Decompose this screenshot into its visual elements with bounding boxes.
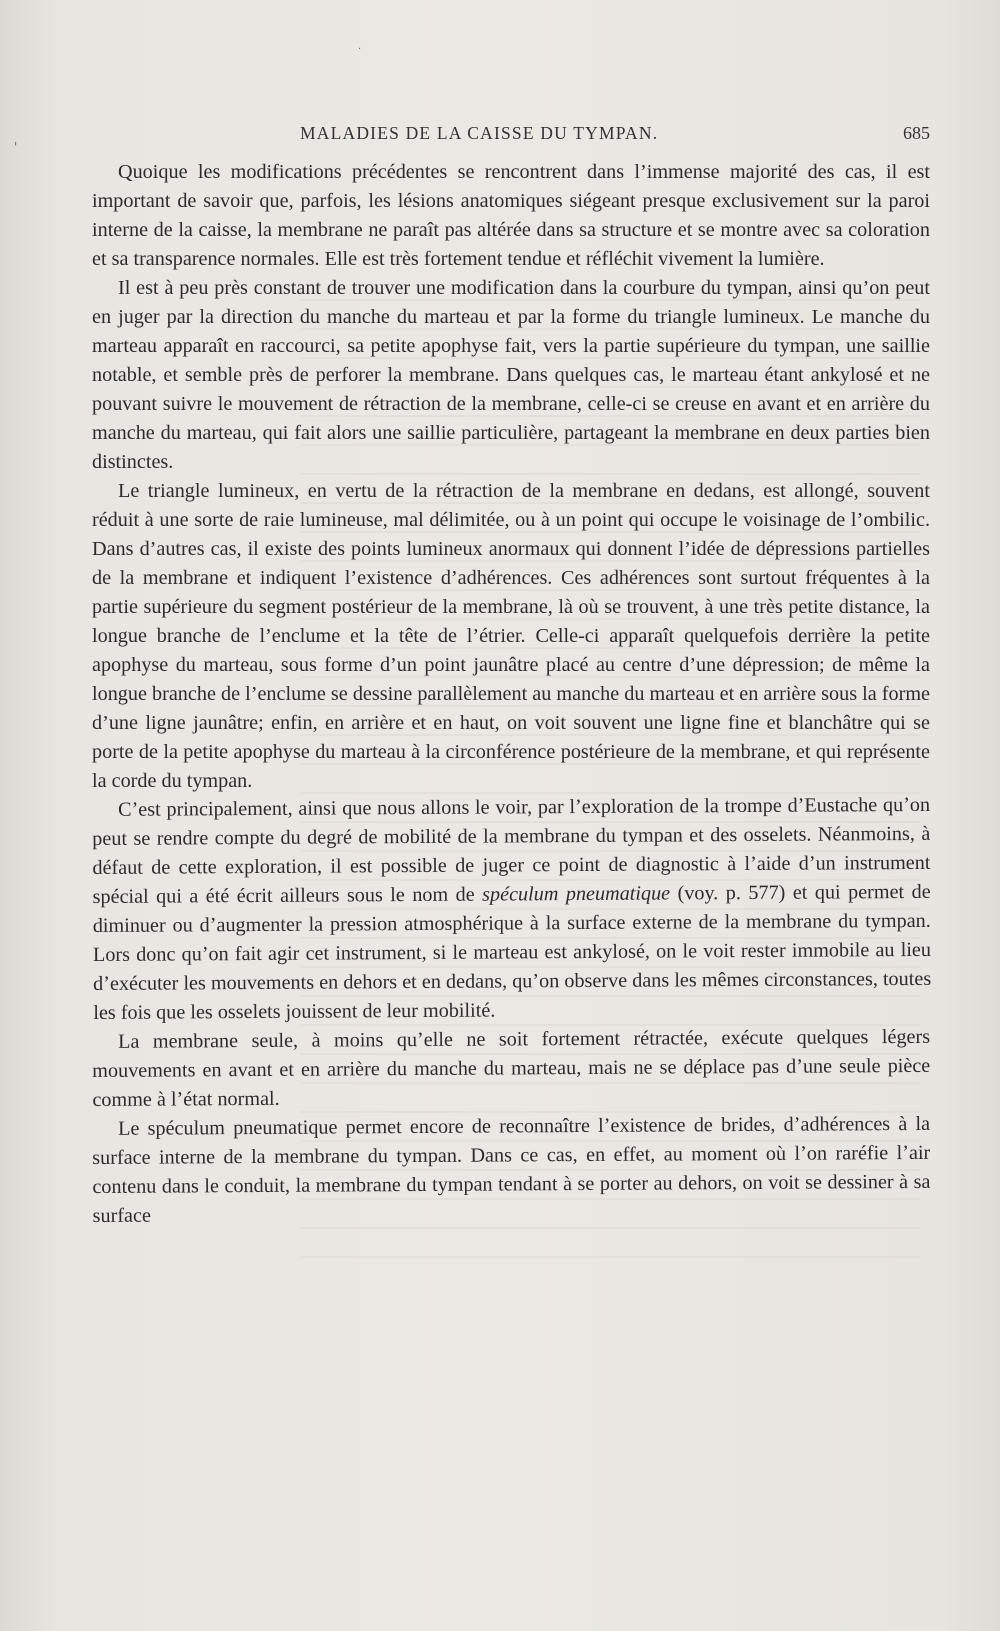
paragraph <box>92 791 931 1028</box>
body-text <box>92 158 930 1231</box>
paragraph: Le triangle lumineux, en vertu de la rétraction de la membrane en dedans, est allongé, souvent réduit à une sorte de raie lumineuse, mal délimitée, ou à un point qui occupe le voisinage de l’ombilic. Dans d’autres cas, il existe des points lumineux anormaux qui donnent l’idée de dépressions partielles de la membrane et indiquent l’existence d’adhérences. Ces adhérences sont surtout fréquentes à la partie supérieure du segment postérieur de la membrane, là où se trouvent, à une très petite distance, la longue branche de l’enclume et la tête de l’étrier. Celle-ci apparaît quelquefois derrière la petite apophyse du marteau, sous forme d’un point jaunâtre placé au centre d’une dépression; de même la longue branche de l’enclume se dessine parallèlement au manche du marteau et en arrière sous la forme d’une ligne jaunâtre; enfin, en arrière et en haut, on voit souvent une ligne fine et blanchâtre qui se porte de la petite apophyse du marteau à la circonférence postérieure de la membrane, et qui représente la corde du tympan. <box>92 480 930 792</box>
paragraph: Quoique les modifications précédentes se rencontrent dans l’immense majorité des cas, il est important de savoir que, parfois, les lésions anatomiques siégeant presque exclusivement sur la paroi interne de la caisse, la membrane ne paraît pas altérée dans sa structure et se montre avec sa coloration et sa transparence normales. Elle est très fortement tendue et réfléchit vivement la lumière. <box>92 161 930 270</box>
paragraph: Le spéculum pneumatique permet encore de reconnaître l’existence de brides, d’adhérences à la surface interne de la membrane du tympan. Dans ce cas, en effet, au moment où l’on raréfie l’air contenu dans le conduit, la membrane du tympan tendant à se porter au dehors, on voit se dessiner à sa surface <box>92 1112 931 1227</box>
page-header <box>92 123 930 149</box>
margin-speck: ' <box>14 140 18 154</box>
paragraph-text: C’est principalement, ainsi que nous allons le voir, par l’exploration de la trompe d’Eustache qu’on peut se rendre compte du degré de mobilité de la membrane du tympan et des osselets. Néanmoins, à défaut de cette exploration, il est possible de juger ce point de diagnostic à l’aide d’un instrument spécial qui a été écrit ailleurs sous le nom de <box>92 793 931 908</box>
italic-term: spéculum pneumatique <box>482 882 671 906</box>
running-title: MALADIES DE LA CAISSE DU TYMPAN. <box>300 123 659 143</box>
paragraph-text-continued: (voy. p. 577) et qui permet de diminuer ou d’augmenter la pression atmosphérique à la surface externe de la membrane du tympan. Lors donc qu’on fait agir cet instrument, si le marteau est ankylosé, on le voit rester immobile au lieu d’exécuter les mouvements en dehors et en dedans, qu’on observe dans les mêmes circonstances, toutes les fois que les osselets jouissent de leur mobilité. <box>92 880 932 1024</box>
page-number: 685 <box>903 123 930 143</box>
dust-speck: · <box>358 44 362 55</box>
paragraph: La membrane seule, à moins qu’elle ne soit fortement rétractée, exécute quelques légers mouvements en avant et en arrière du manche du marteau, mais ne se déplace pas d’une seule pièce comme à l’état normal. <box>92 1025 931 1111</box>
paragraph: Il est à peu près constant de trouver une modification dans la courbure du tympan, ainsi qu’on peut en juger par la direction du manche du marteau et par la forme du triangle lumineux. Le manche du marteau apparaît en raccourci, sa petite apophyse fait, vers la partie supérieure du tympan, une saillie notable, et semble près de perforer la membrane. Dans quelques cas, le marteau étant ankylosé et ne pouvant suivre le mouvement de rétraction de la membrane, celle-ci se creuse en avant et en arrière du manche du marteau, qui fait alors une saillie particulière, partageant la membrane en deux parties bien distinctes. <box>92 277 930 473</box>
